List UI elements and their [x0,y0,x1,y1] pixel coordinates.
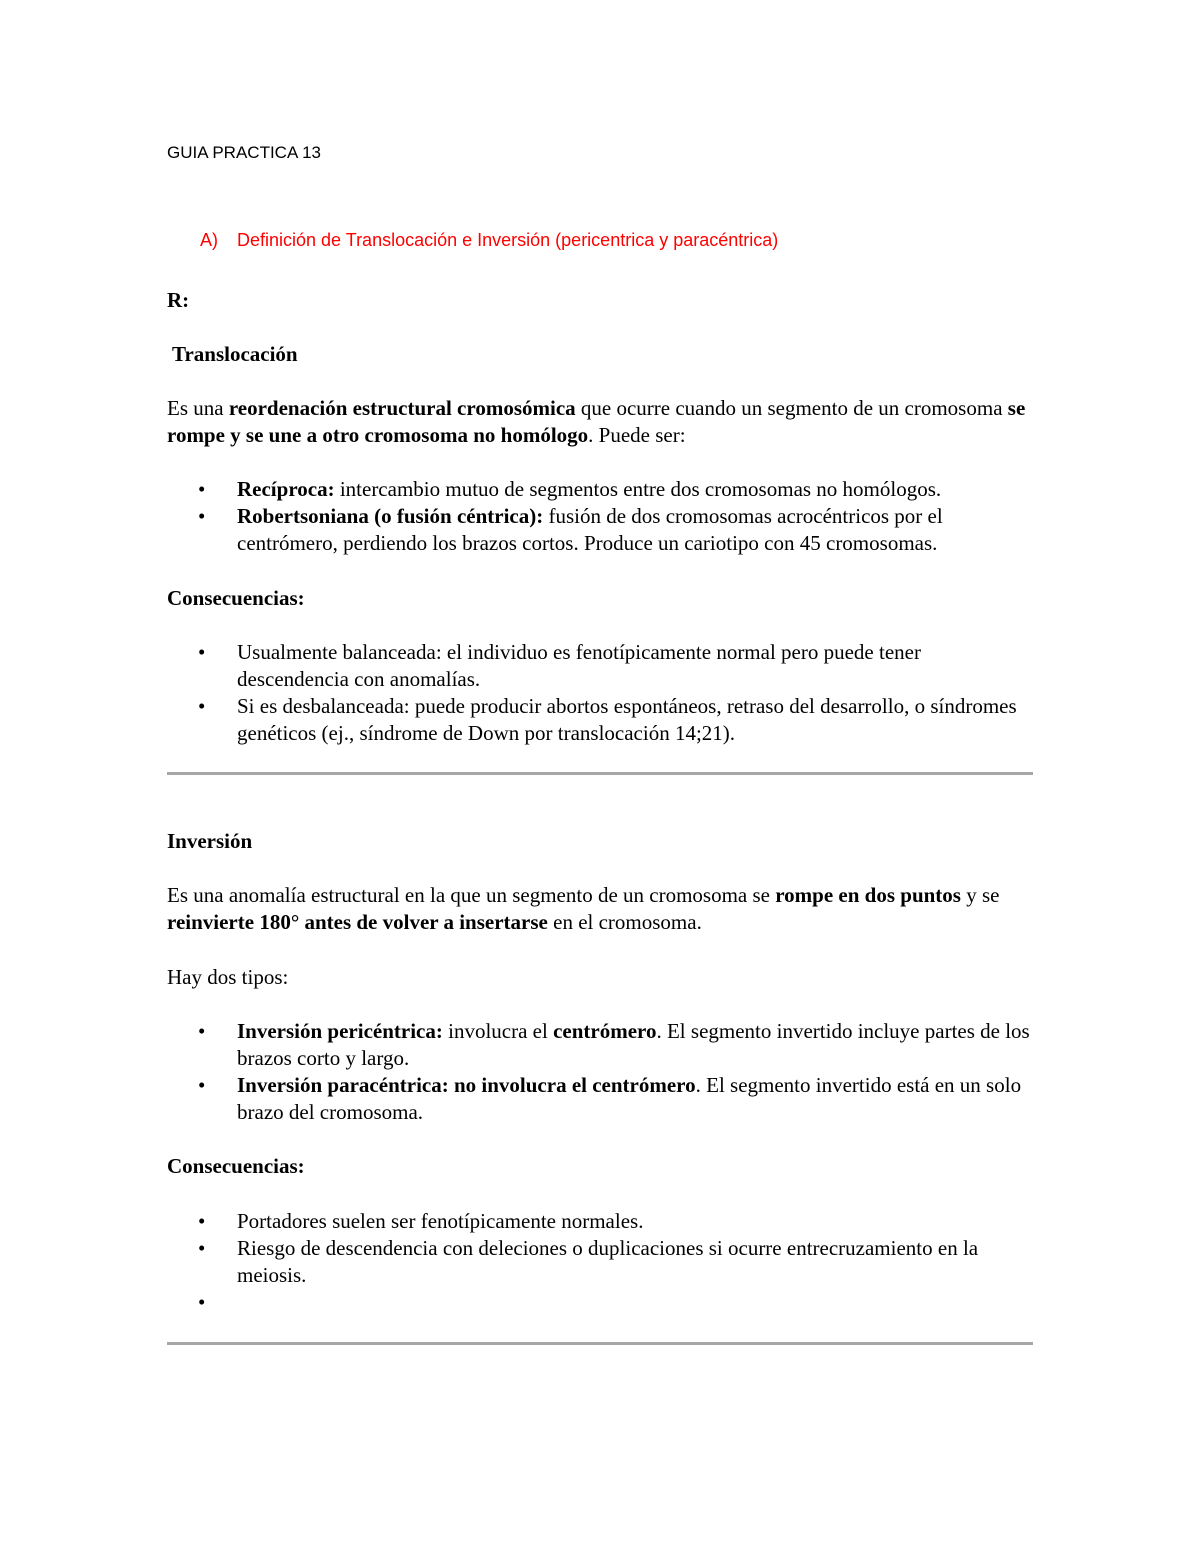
inversion-types-intro: Hay dos tipos: [167,965,289,989]
bullet-icon: • [198,1019,206,1043]
inversion-types-list [198,1018,1038,1126]
bullet-icon: • [198,1209,206,1233]
bullet-icon: • [198,504,206,528]
list-item: • Inversión paracéntrica: no involucra el centrómero. El segmento invertido está en un solo brazo del cromosoma. [198,1073,1022,1124]
horizontal-rule [167,1342,1033,1345]
list-item: • Riesgo de descendencia con deleciones o duplicaciones si ocurre entrecruzamiento en la meiosis. [198,1236,979,1287]
inversion-heading: Inversión [167,829,253,853]
question-letter: A) [200,230,218,250]
bullet-icon: • [198,640,206,664]
list-item [198,1289,1038,1316]
bold-phrase: reinvierte 180° antes de volver a insertarse [167,910,548,934]
answer-label: R: [167,288,190,312]
list-item: • Inversión pericéntrica: involucra el centrómero. El segmento invertido incluye partes de los brazos corto y largo. [198,1019,1030,1070]
bullet-icon: • [198,1290,206,1314]
doc-title: GUIA PRACTICA 13 [167,143,321,162]
translocation-consequences-heading: Consecuencias: [167,586,305,610]
bold-phrase: reordenación estructural cromosómica [228,396,576,420]
list-item: • Recíproca: intercambio mutuo de segmentos entre dos cromosomas no homólogos. [198,477,942,501]
bold-phrase: rompe en dos puntos [775,883,961,907]
bullet-icon: • [198,1236,206,1260]
list-item: • Si es desbalanceada: puede producir abortos espontáneos, retraso del desarrollo, o síndromes genéticos (ej., síndrome de Down por translocación 14;21). [198,694,1017,745]
question-text: Definición de Translocación e Inversión (pericentrica y paracéntrica) [237,230,779,250]
translocation-intro: Es una reordenación estructural cromosómica que ocurre cuando un segmento de un cromosoma se rompe y se une a otro cromosoma no homólogo. Puede ser: [167,396,1026,447]
inversion-consequences-list [198,1208,1038,1316]
inversion-intro: Es una anomalía estructural en la que un segmento de un cromosoma se rompe en dos puntos y se reinvierte 180° antes de volver a insertarse en el cromosoma. [167,883,1000,934]
list-item: • Usualmente balanceada: el individuo es fenotípicamente normal pero puede tener descendencia con anomalías. [198,640,921,691]
translocation-consequences-list [198,639,1038,747]
horizontal-rule [167,772,1033,775]
bullet-icon: • [198,477,206,501]
bullet-icon: • [198,694,206,718]
bullet-icon: • [198,1073,206,1097]
question-a [200,230,778,251]
translocation-heading: Translocación [172,342,298,366]
translocation-types-list [198,476,1038,557]
list-item: • Robertsoniana (o fusión céntrica): fusión de dos cromosomas acrocéntricos por el centrómero, perdiendo los brazos cortos. Produce un cariotipo con 45 cromosomas. [198,504,943,555]
list-item: • Portadores suelen ser fenotípicamente normales. [198,1209,644,1233]
bold-phrase: se rompe y se une a otro cromosoma no homólogo [167,396,1026,447]
inversion-consequences-heading: Consecuencias: [167,1154,305,1178]
